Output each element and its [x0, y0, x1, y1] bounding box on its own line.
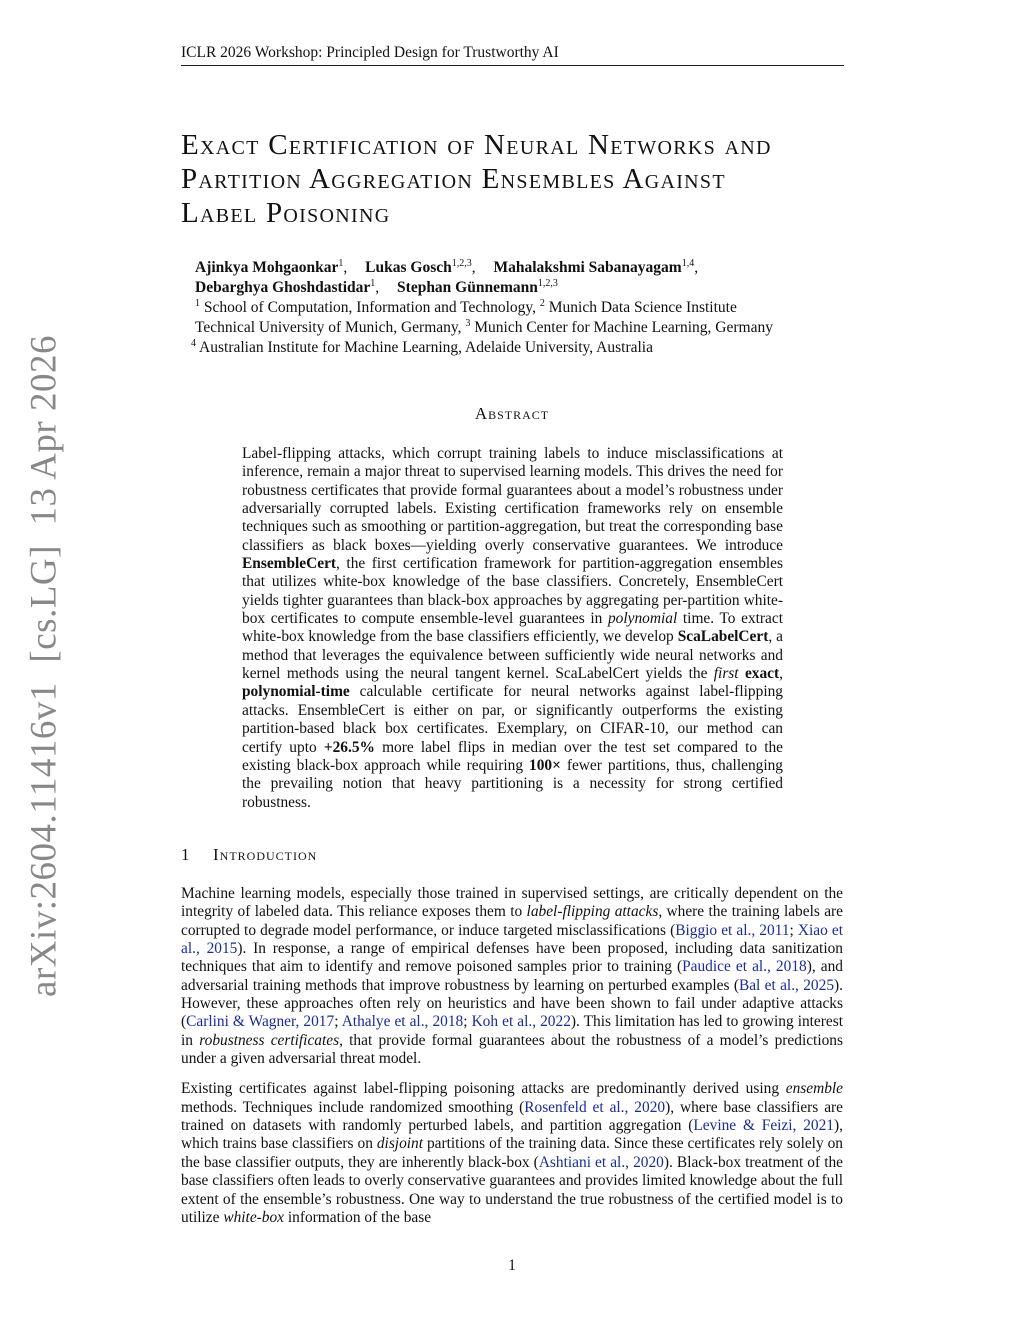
- citation-link[interactable]: Ashtiani et al., 2020: [538, 1153, 664, 1171]
- paragraph: Machine learning models, especially those trained in supervised settings, are critically dependent on the integrity of labeled data. This reliance exposes them to label-flipping attacks, where the training labels are corrupted to degrade model performance, or induce targeted misclassifications (Biggio et al., 2011; Xiao et al., 2015). In response, a range of empirical defenses have been proposed, including data sanitization techniques that aim to identify and remove poisoned samples prior to training (Paudice et al., 2018), and adversarial training methods that improve robustness by learning on perturbed examples (Bal et al., 2025). However, these approaches often rely on heuristics and have been shown to fail under adaptive attacks (Carlini & Wagner, 2017; Athalye et al., 2018; Koh et al., 2022). This limitation has led to growing interest in robustness certificates, that provide formal guarantees about the robustness of a model’s predictions under a given adversarial threat model.: [181, 885, 844, 1068]
- paper-title: [181, 128, 861, 230]
- affiliations: [191, 298, 773, 358]
- author: Stephan Günnemann$^{1,2,3}$: [397, 278, 558, 296]
- citation-link[interactable]: Biggio et al., 2011: [675, 921, 790, 939]
- title-line-3: Label Poisoning: [181, 197, 391, 229]
- citation-link[interactable]: Levine & Feizi, 2021: [693, 1117, 834, 1135]
- abstract-text: Label-flipping attacks, which corrupt training labels to induce misclassifications at inference, remain a major threat to supervised learning models. This drives the need for robustness certificates that provide formal guarantees about a model’s robustness under adversarially corrupted labels. Existing certification frameworks rely on ensemble techniques such as smoothing or partition-aggregation, but treat the corresponding base classifiers as black boxes—yielding overly conservative guarantees. We introduce EnsembleCert, the first certification framework for partition-aggregation ensembles that utilizes white-box knowledge of the base classifiers. Concretely, EnsembleCert yields tighter guarantees than black-box approaches by aggregating per-partition white-box certificates to compute ensemble-level guarantees in polynomial time. To extract white-box knowledge from the base classifiers efficiently, we develop ScaLabelCert, a method that leverages the equivalence between sufficiently wide neural networks and kernel methods using the neural tangent kernel. ScaLabelCert yields the first exact, polynomial-time calculable certificate for neural networks against label-flipping attacks. EnsembleCert is either on par, or significantly outperforms the existing partition-based black box certificates. Exemplary, on CIFAR-10, our method can certify upto +26.5% more label flips in median over the test set compared to the existing black-box approach while requiring 100× fewer partitions, thus, challenging the prevailing notion that heavy partitioning is a necessity for strong certified robustness.: [242, 445, 783, 811]
- affiliation-line-2: Technical University of Munich, Germany, $^3$ Munich Center for Machine Learning, Germany: [195, 318, 773, 336]
- author: Mahalakshmi Sabanayagam$^{1,4}$: [493, 258, 695, 276]
- citation-link[interactable]: Bal et al., 2025: [738, 976, 835, 994]
- author: Lukas Gosch$^{1,2,3}$: [365, 258, 472, 276]
- running-header: ICLR 2026 Workshop: Principled Design for Trustworthy AI: [181, 44, 559, 61]
- author: Ajinkya Mohgaonkar$^1$: [195, 258, 344, 276]
- citation-link[interactable]: Rosenfeld et al., 2020: [524, 1098, 666, 1116]
- affiliation-line-3: $^4$ Australian Institute for Machine Learning, Adelaide University, Australia: [191, 338, 653, 356]
- title-line-2: Partition Aggregation Ensembles Against: [181, 163, 726, 195]
- citation-link[interactable]: Carlini & Wagner, 2017: [186, 1013, 335, 1031]
- author-list: [195, 258, 855, 298]
- affiliation-line-1: $^1$ School of Computation, Information and Technology, $^2$ Munich Data Science Institute: [195, 298, 737, 316]
- arxiv-identifier-stamp: arXiv:2604.11416v1 [cs.LG] 13 Apr 2026: [23, 335, 65, 997]
- title-line-1: Exact Certification of Neural Networks and: [181, 129, 772, 161]
- author-line-2: Debarghya Ghoshdastidar$^1$, Stephan Günnemann$^{1,2,3}$: [195, 278, 558, 296]
- page-number: 1: [508, 1257, 516, 1274]
- author-line-1: Ajinkya Mohgaonkar$^1$, Lukas Gosch$^{1,2,3}$, Mahalakshmi Sabanayagam$^{1,4}$,: [195, 258, 699, 276]
- header-rule: [181, 65, 844, 66]
- citation-link[interactable]: Xiao et al., 2015: [181, 921, 844, 958]
- abstract-heading: Abstract: [474, 404, 550, 423]
- paragraph: Existing certificates against label-flipping poisoning attacks are predominantly derived using ensemble methods. Techniques include randomized smoothing (Rosenfeld et al., 2020), where base classifiers are trained on datasets with randomly perturbed labels, and partition aggregation (Levine & Feizi, 2021), which trains base classifiers on disjoint partitions of the training data. Since these certificates rely solely on the base classifier outputs, they are inherently black-box (Ashtiani et al., 2020). Black-box treatment of the base classifiers often leads to overly conservative guarantees and provides limited knowledge about the full extent of the ensemble’s robustness. One way to understand the true robustness of the certified model is to utilize white-box information of the base: [181, 1080, 844, 1226]
- introduction-body: [181, 885, 843, 1239]
- section-heading-introduction: 1 Introduction: [181, 845, 318, 864]
- citation-link[interactable]: Koh et al., 2022: [471, 1013, 571, 1031]
- citation-link[interactable]: Paudice et al., 2018: [682, 958, 807, 976]
- citation-link[interactable]: Athalye et al., 2018: [341, 1013, 464, 1031]
- author: Debarghya Ghoshdastidar$^1$: [195, 278, 376, 296]
